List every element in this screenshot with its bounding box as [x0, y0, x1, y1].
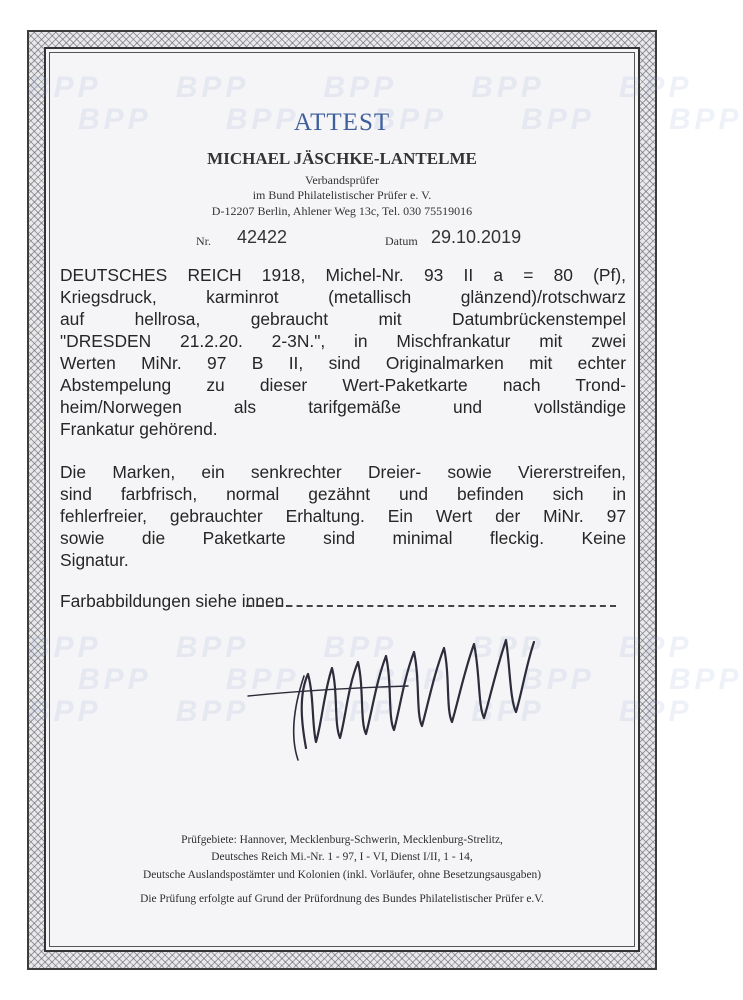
- footer-line: Die Prüfung erfolgte auf Grund der Prüfordnung des Bundes Philatelistischer Prüfer e.V.: [140, 893, 544, 905]
- certificate-number: 42422: [237, 227, 288, 247]
- examiner-address: D-12207 Berlin, Ahlener Weg 13c, Tel. 030 75519016: [211, 204, 473, 218]
- text-line: Farbabbildungen siehe innen.: [60, 591, 290, 611]
- text-line: fehlerfreier, gebrauchter Erhaltung. Ein Wert der MiNr. 97: [60, 506, 626, 526]
- condition-paragraph: [60, 461, 626, 571]
- text-line: Die Marken, ein senkrechter Dreier- sowie Viererstreifen,: [60, 462, 626, 482]
- footer-line: Deutsche Auslandspostämter und Kolonien (inkl. Vorläufer, ohne Besetzungsausgaben): [142, 869, 542, 881]
- text-line: sind farbfrisch, normal gezähnt und befinden sich in: [60, 484, 626, 504]
- watermark-row: BPP: [668, 663, 743, 696]
- certificate-date: 29.10.2019: [431, 227, 522, 247]
- number-label: Nr.: [196, 234, 211, 248]
- text-line: Abstempelung zu dieser Wert-Paketkarte nach Trond-: [60, 375, 626, 395]
- text-line: Frankatur gehörend.: [60, 419, 218, 439]
- text-line: Kriegsdruck, karminrot (metallisch glänzend)/rotschwarz: [60, 287, 626, 307]
- text-line: auf hellrosa, gebraucht mit Datumbrückenstempel: [60, 309, 626, 329]
- date-label: Datum: [385, 234, 418, 248]
- dotted-fill-line: [246, 605, 616, 607]
- examiner-role: Verbandsprüfer: [305, 173, 379, 187]
- text-line: Werten MiNr. 97 B II, sind Originalmarken mit echter: [60, 353, 626, 373]
- text-line: sowie die Paketkarte sind minimal fleckig. Keine: [60, 528, 626, 548]
- text-line: heim/Norwegen als tarifgemäße und vollständige: [60, 397, 626, 417]
- signature: [228, 626, 558, 766]
- certificate-content: [48, 51, 636, 948]
- description-paragraph: [60, 264, 626, 440]
- footer-line: Deutsches Reich Mi.-Nr. 1 - 97, I - VI, Dienst I/II, 1 - 14,: [211, 851, 473, 863]
- footer-line: Prüfgebiete: Hannover, Mecklenburg-Schwerin, Mecklenburg-Strelitz,: [181, 834, 503, 846]
- text-line: Signatur.: [60, 550, 129, 570]
- certificate-title: ATTEST: [293, 109, 391, 136]
- examiner-name: MICHAEL JÄSCHKE-LANTELME: [207, 149, 477, 168]
- text-line: "DRESDEN 21.2.20. 2-3N.", in Mischfrankatur mit zwei: [60, 331, 626, 351]
- examiner-association: im Bund Philatelistischer Prüfer e. V.: [252, 188, 432, 202]
- text-line: DEUTSCHES REICH 1918, Michel-Nr. 93 II a = 80 (Pf),: [60, 265, 626, 285]
- watermark-row: BPP: [668, 103, 743, 136]
- images-note: [60, 590, 626, 612]
